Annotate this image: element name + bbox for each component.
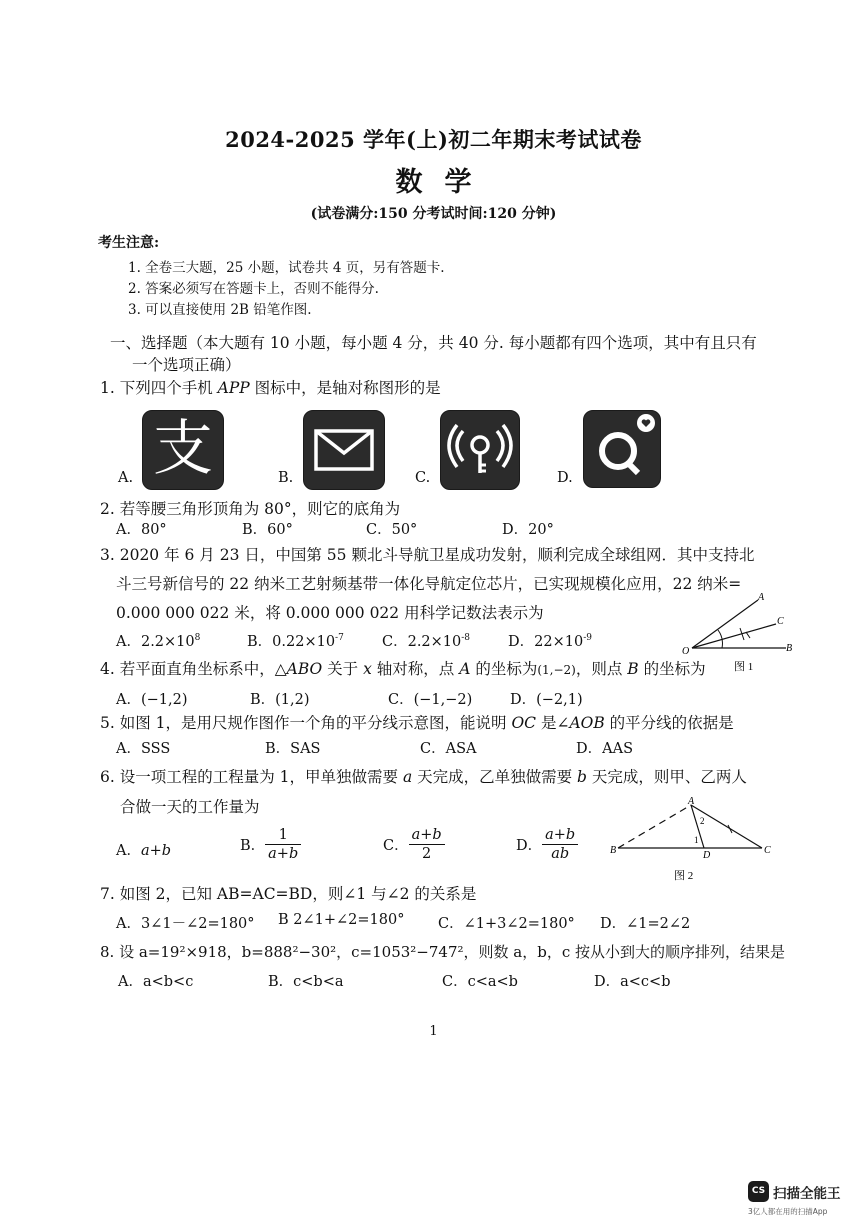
q1-option-a-label: A.: [118, 470, 134, 486]
search-heart-glyph-icon: [584, 411, 660, 487]
fig1-label-o: O: [682, 646, 690, 657]
q6-option-b-fraction: $\frac{1}{a+b}$: [265, 826, 301, 863]
q8-option-b: B．c<b<a: [268, 974, 344, 990]
figure-2-triangle: [608, 795, 780, 885]
question-3-line1: 3. 2020 年 6 月 23 日，中国第 55 颗北斗导航卫星成功发射，顺利完成全球组网．其中支持北: [100, 546, 755, 564]
q3-option-d: D．$22\times 10^{-9}$: [508, 633, 592, 650]
q4-option-b: B．(1,2): [250, 692, 310, 708]
q6-option-a: A．a+b: [116, 843, 172, 859]
notice-heading: 考生注意:: [98, 235, 160, 251]
notice-item-1: 1. 全卷三大题，25 小题，试卷共 4 页，另有答题卡.: [128, 260, 445, 276]
exam-title: 2024-2025 学年(上)初二年期末考试试卷: [225, 127, 642, 152]
question-5-stem: 5. 如图 1，是用尺规作图作一个角的平分线示意图，能说明 OC 是∠AOB 的平分线的依据是: [100, 714, 734, 732]
q6-option-b: B． $\frac{1}{a+b}$: [240, 826, 301, 863]
q6-option-d-fraction: $\frac{a+b}{ab}$: [542, 826, 578, 863]
question-6-line2: 合做一天的工作量为: [120, 798, 260, 816]
wifi-key-icon: [440, 410, 520, 490]
exam-info: (试卷满分:150 分考试时间:120 分钟): [310, 206, 557, 222]
q7-option-d: D．∠1=2∠2: [600, 916, 691, 932]
fig2-label-angle1: 1: [694, 835, 699, 845]
mail-icon: [303, 410, 385, 490]
q8-option-c: C．c<a<b: [442, 974, 518, 990]
notice-item-3: 3. 可以直接使用 2B 铅笔作图.: [128, 302, 312, 318]
q5-option-c: C．ASA: [420, 741, 477, 757]
question-2-stem: 2. 若等腰三角形顶角为 80°，则它的底角为: [100, 500, 401, 518]
section-heading-line1: 一、选择题（本大题有 10 小题，每小题 4 分，共 40 分. 每小题都有四个选项，其中有且只有: [110, 334, 757, 352]
fig2-label-d: D: [703, 850, 711, 861]
q2-option-b: B．60°: [242, 522, 293, 538]
notice-item-2: 2. 答案必须写在答题卡上，否则不能得分.: [128, 281, 379, 297]
q5-option-a: A．SSS: [116, 741, 171, 757]
q4-option-d: D．(−2,1): [510, 692, 583, 708]
q8-option-a: A．a<b<c: [118, 974, 194, 990]
q6-option-c: C． $\frac{a+b}{2}$: [383, 826, 445, 863]
q5-option-b: B．SAS: [265, 741, 321, 757]
q3-option-c: C．$2.2\times 10^{-8}$: [382, 633, 471, 650]
q8-option-d: D．a<c<b: [594, 974, 671, 990]
mail-envelope-icon: [304, 411, 384, 489]
alipay-icon: [142, 410, 224, 490]
question-1-stem: 1. 下列四个手机 APP 图标中，是轴对称图形的是: [100, 379, 441, 397]
q3-option-b: B．$0.22\times 10^{-7}$: [247, 633, 344, 650]
section-heading: [110, 332, 765, 376]
q1-option-b-label: B.: [278, 470, 294, 486]
q2-option-c: C．50°: [366, 522, 418, 538]
fig1-label-a: A: [758, 592, 765, 603]
fig2-caption: 图 2: [674, 870, 694, 882]
q5-option-d: D．AAS: [576, 741, 634, 757]
q2-option-a: A．80°: [116, 522, 167, 538]
question-3-line2: 斗三号新信号的 22 纳米工艺射频基带一体化导航定位芯片，已实现规模化应用，22 纳米=: [116, 575, 742, 593]
watermark-app-name: 扫描全能王: [773, 1186, 841, 1202]
q6-option-c-fraction: $\frac{a+b}{2}$: [409, 826, 445, 863]
fig2-label-c: C: [764, 845, 771, 856]
q7-option-a: A．3∠1－∠2=180°: [116, 916, 255, 932]
question-8-stem: 8. 设 a=19²×918，b=888²−30²，c=1053²−747²，则数 a，b，c 按从小到大的顺序排列，结果是: [100, 943, 785, 961]
section-heading-line2: 一个选项正确）: [132, 356, 241, 374]
q4-option-c: C．(−1,−2): [388, 692, 473, 708]
question-7-stem: 7. 如图 2，已知 AB=AC=BD，则∠1 与∠2 的关系是: [100, 885, 477, 903]
search-heart-icon: [583, 410, 661, 488]
question-6-line1: 6. 设一项工程的工程量为 1，甲单独做需要 a 天完成，乙单独做需要 b 天完成，则甲、乙两人: [100, 768, 747, 786]
wifi-key-glyph-icon: [441, 411, 519, 489]
q7-option-b: B 2∠1+∠2=180°: [278, 912, 405, 928]
fig1-label-c: C: [777, 616, 784, 627]
fig1-label-b: B: [786, 643, 793, 654]
fig1-caption: 图 1: [734, 661, 754, 673]
question-4-stem: 4. 若平面直角坐标系中，△ABO 关于 x 轴对称，点 A 的坐标为(1,−2)，则点 B 的坐标为: [100, 660, 706, 678]
q4-option-a: A．(−1,2): [116, 692, 188, 708]
q1-option-d-label: D.: [557, 470, 573, 486]
camscanner-logo-icon: CS: [748, 1181, 769, 1202]
subject-title: 数学: [395, 167, 494, 198]
q2-option-d: D．20°: [502, 522, 554, 538]
q3-option-a: A．$2.2\times 10^8$: [116, 633, 201, 650]
question-3-line3: 0.000 000 022 米，将 0.000 000 022 用科学记数法表示为: [116, 604, 544, 622]
fig2-label-b: B: [610, 845, 617, 856]
watermark-tagline: 3亿人都在用的扫描App: [748, 1207, 828, 1216]
q1-option-c-label: C.: [415, 470, 431, 486]
fig2-label-angle2: 2: [700, 816, 705, 826]
fig2-label-a: A: [688, 796, 695, 807]
alipay-char: 支: [153, 414, 213, 484]
q7-option-c: C．∠1+3∠2=180°: [438, 916, 575, 932]
q6-option-d: D． $\frac{a+b}{ab}$: [516, 826, 578, 863]
page-number: 1: [429, 1024, 438, 1039]
